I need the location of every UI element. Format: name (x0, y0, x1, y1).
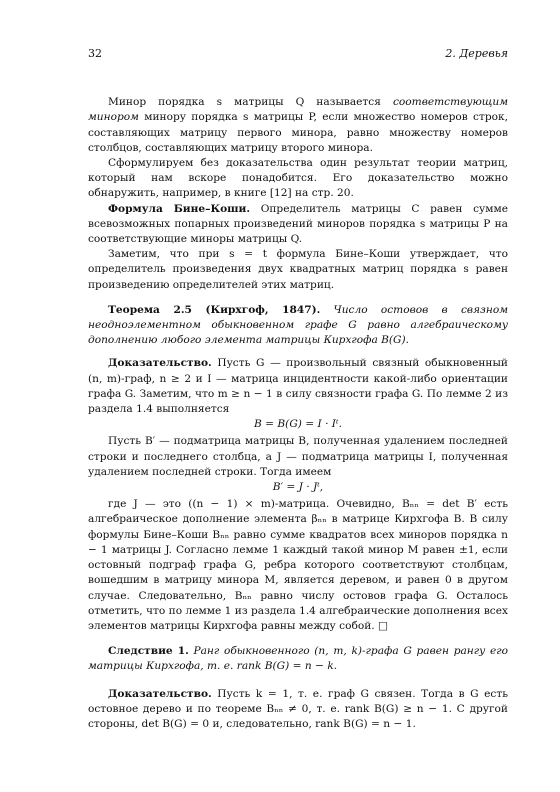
proof-text: Пусть B′ — подматрица матрицы B, полученная удалением последней строки и последнего столбца, а J — подматрица матрицы I, полученная удалением последней строки. Тогда имеем (88, 435, 508, 478)
paragraph-binet-cauchy (88, 202, 508, 248)
proof-label: Доказательство. (108, 357, 212, 370)
paragraph-text: Минор порядка s матрицы Q называется (108, 96, 393, 109)
paragraph-text: Определитель матрицы C равен сумме всевозможных попарных произведений миноров порядка s матрицы P на соответствующие миноры матрицы Q. (88, 202, 508, 246)
paragraph-minor-definition (88, 95, 508, 156)
paragraph-text: Сформулируем без доказательства один результат теории матриц, который нам вскоре понадобится. Его доказательство можно обнаружить, например, в книге [12] на стр. 20. (88, 157, 508, 200)
proof-text: Пусть G — произвольный связный обыкновенный (n, m)-граф, n ≥ 2 и I — матрица инцидентности какой-либо ориентации графа G. Заметим, что m ≥ n − 1 в силу связности графа G. По лемме 2 из раздела 1.4 выполняется (88, 357, 508, 416)
document-page (88, 46, 508, 766)
formula-text: B = B(G) = I · Iᵗ. (254, 418, 342, 431)
corollary-text: Ранг обыкновенного (n, m, k)-графа G равен рангу его матрицы Кирхгофа, т. е. rank B(G) = n − k. (88, 645, 508, 673)
paragraph-text: минору порядка s матрицы P, если множество номеров строк, составляющих матрицу первого минора, равно множеству номеров столбцов, составляющих матрицу второго минора. (88, 111, 508, 154)
page-number: 32 (88, 47, 102, 60)
formula-text: B′ = J · Jᵗ, (272, 481, 324, 494)
proof-kirchhoff-part3 (88, 497, 508, 634)
corollary-label: Следствие 1. (108, 645, 189, 658)
proof-text: Пусть k = 1, т. е. граф G связен. Тогда в G есть остовное дерево и по теореме Bₙₙ ≠ 0, т. е. rank B(G) ≥ n − 1. С другой стороны, det B(G) = 0 и, следовательно, rank B(G) = n − 1. (88, 687, 508, 730)
proof-kirchhoff-part2 (88, 434, 508, 480)
emphasized-term: соответствующим минором (88, 96, 508, 124)
paragraph-text: Заметим, что при s = t формула Бине–Коши утверждает, что определитель произведения двух квадратных матриц порядка s равен произведению определителей этих матриц. (88, 248, 508, 291)
proof-label: Доказательство. (108, 687, 212, 700)
theorem-label: Теорема 2.5 (Кирхгоф, 1847). (108, 303, 321, 316)
paragraph-matrix-theory (88, 156, 508, 202)
proof-kirchhoff-part1 (88, 356, 508, 417)
chapter-title: 2. Деревья (445, 47, 508, 60)
paragraph-note (88, 247, 508, 293)
formula-b-equals (88, 417, 508, 432)
proof-corollary (88, 687, 508, 733)
formula-name: Формула Бине–Коши. (108, 202, 251, 215)
theorem-text: Число остовов в связном неодноэлементном обыкновенном графе G равно алгебраическому дополнению любого элемента матрицы Кирхгофа B(G). (88, 303, 508, 347)
page-header (88, 46, 508, 61)
theorem-kirchhoff (88, 303, 508, 349)
formula-b-prime (88, 480, 508, 495)
proof-text: где J — это ((n − 1) × m)-матрица. Очевидно, Bₙₙ = det B′ есть алгебраическое дополнение элемента βₙₙ в матрице Кирхгофа B. В силу формулы Бине–Коши Bₙₙ равно сумме квадратов всех миноров порядка n − 1 матрицы J. Согласно лемме 1 каждый такой минор M равен ±1, если остовный подграф графа G, ребра которого соответствуют столбцам, вошедшим в матрицу минора M, является деревом, и равен 0 в другом случае. Следовательно, Bₙₙ равно числу остовов графа G. Осталось отметить, что по лемме 1 из раздела 1.4 алгебраические дополнения всех элементов матрицы Кирхгофа равны между собой. □ (88, 498, 508, 632)
corollary-1 (88, 644, 508, 674)
